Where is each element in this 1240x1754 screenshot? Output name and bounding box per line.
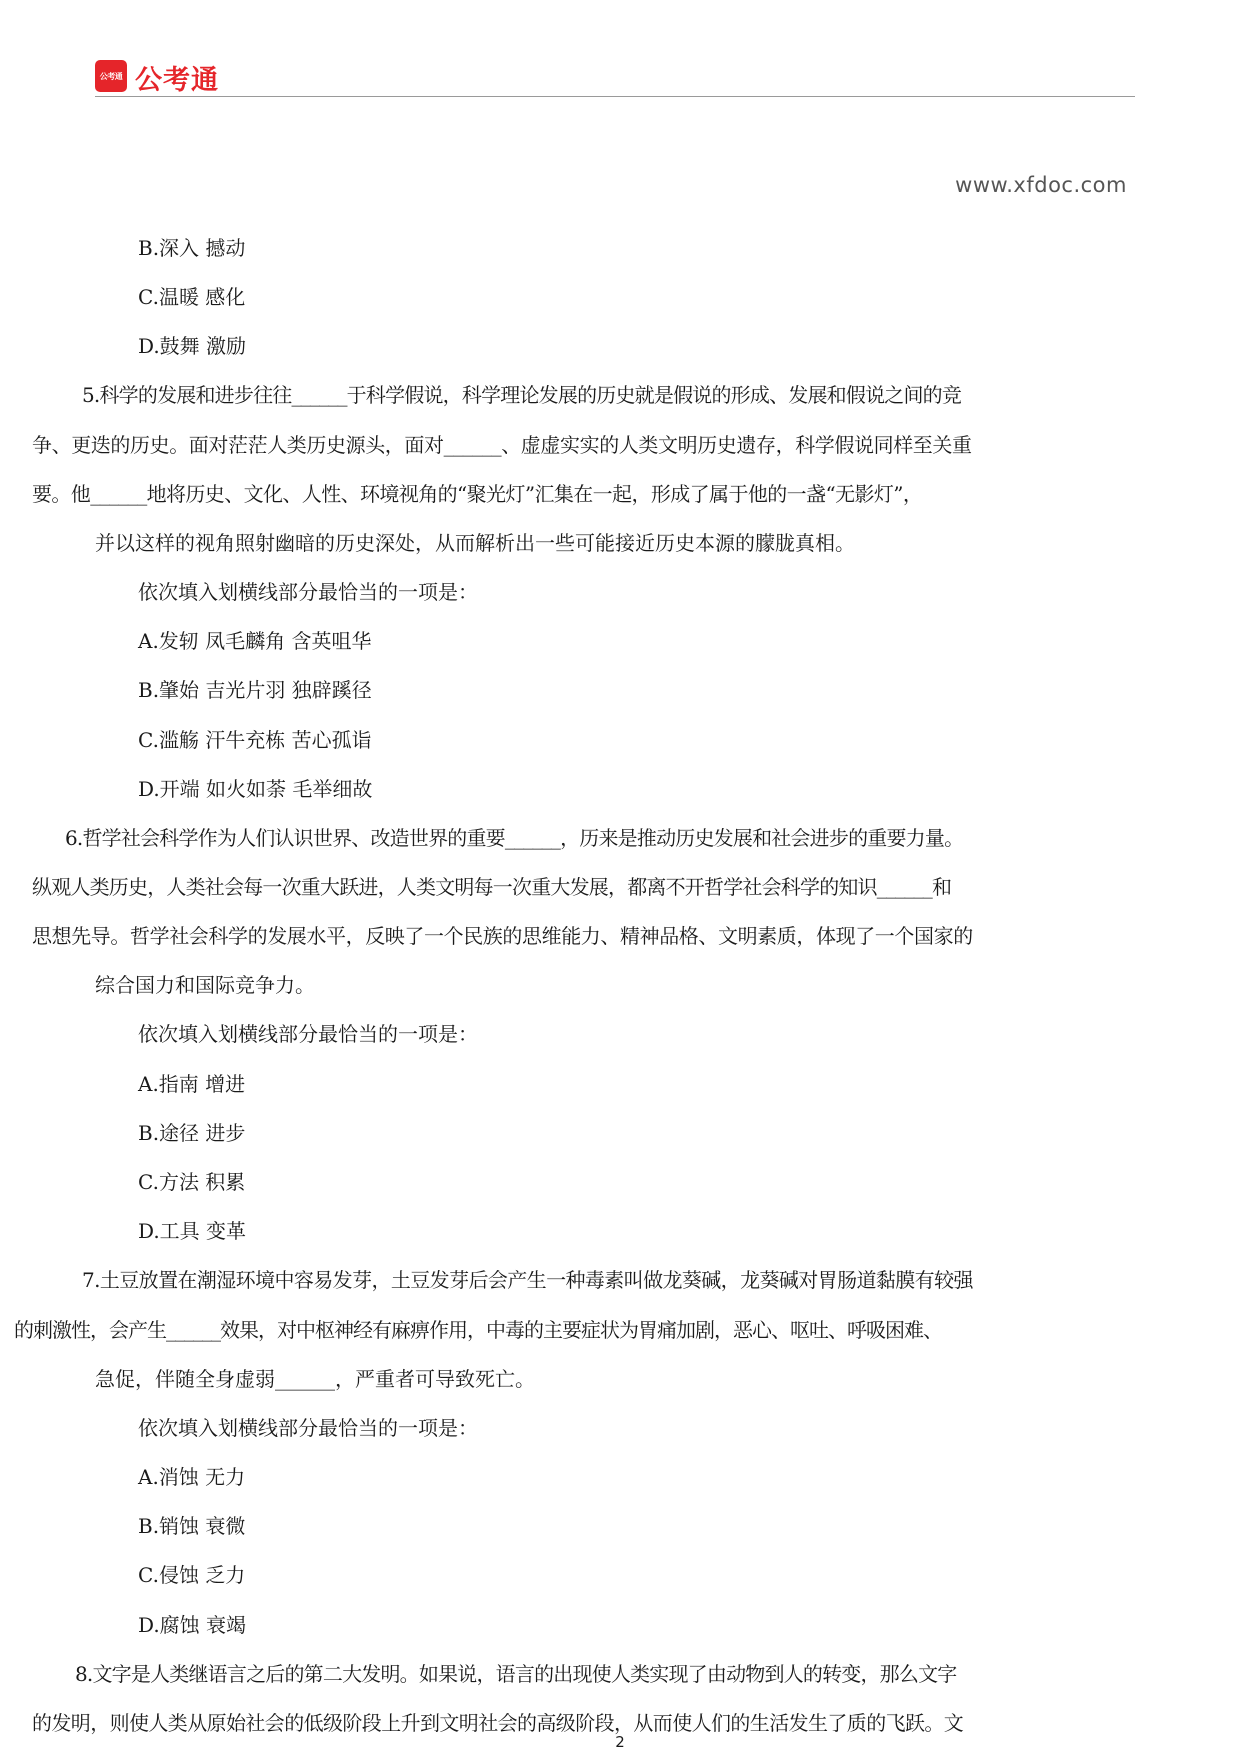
logo-text: 公考通 (135, 65, 219, 96)
question-line: 7.土豆放置在潮湿环境中容易发芽，土豆发芽后会产生一种毒素叫做龙葵碱，龙葵碱对胃肠道黏膜有较强 (82, 1268, 973, 1292)
option-line: C.侵蚀 乏力 (138, 1563, 246, 1587)
site-url: www.xfdoc.com (955, 173, 1127, 197)
logo-icon: 公考通 (95, 60, 127, 92)
question-line: 急促，伴随全身虚弱______，严重者可导致死亡。 (95, 1367, 535, 1391)
option-line: D.鼓舞 激励 (138, 334, 247, 358)
option-line: B.销蚀 衰微 (138, 1514, 246, 1538)
option-line: B.肇始 吉光片羽 独辟蹊径 (138, 678, 372, 702)
question-line: 思想先导。哲学社会科学的发展水平，反映了一个民族的思维能力、精神品格、文明素质，体现了一个国家的 (32, 924, 973, 948)
option-line: A.指南 增进 (138, 1072, 246, 1096)
question-line: 并以这样的视角照射幽暗的历史深处，从而解析出一些可能接近历史本源的朦胧真相。 (95, 531, 855, 555)
option-line: D.工具 变革 (138, 1219, 247, 1243)
question-line: 要。他______地将历史、文化、人性、环境视角的“聚光灯”汇集在一起，形成了属于他的一盏“无影灯”， (32, 482, 923, 506)
question-line: 纵观人类历史，人类社会每一次重大跃进，人类文明每一次重大发展，都离不开哲学社会科学的知识______和 (32, 875, 952, 899)
instruction-line: 依次填入划横线部分最恰当的一项是： (138, 1416, 478, 1440)
question-line: 综合国力和国际竞争力。 (95, 973, 315, 997)
instruction-line: 依次填入划横线部分最恰当的一项是： (138, 1022, 478, 1046)
option-line: A.发轫 凤毛麟角 含英咀华 (138, 629, 372, 653)
option-line: C.方法 积累 (138, 1170, 246, 1194)
page-number: 2 (615, 1733, 625, 1751)
instruction-line: 依次填入划横线部分最恰当的一项是： (138, 580, 478, 604)
option-line: D.腐蚀 衰竭 (138, 1613, 247, 1637)
option-line: D.开端 如火如荼 毛举细故 (138, 777, 373, 801)
option-line: C.滥觞 汗牛充栋 苦心孤诣 (138, 728, 372, 752)
option-line: C.温暖 感化 (138, 285, 246, 309)
question-line: 的发明，则使人类从原始社会的低级阶段上升到文明社会的高级阶段，从而使人们的生活发生了质的飞跃。文 (32, 1711, 964, 1735)
option-line: A.消蚀 无力 (138, 1465, 246, 1489)
question-line: 5.科学的发展和进步往往______于科学假说，科学理论发展的历史就是假说的形成、发展和假说之间的竞 (82, 383, 962, 407)
page-header (95, 58, 1135, 98)
question-line: 8.文字是人类继语言之后的第二大发明。如果说，语言的出现使人类实现了由动物到人的转变，那么文字 (75, 1662, 957, 1686)
question-line: 争、更迭的历史。面对茫茫人类历史源头，面对______、虚虚实实的人类文明历史遗存，科学假说同样至关重 (32, 433, 972, 457)
header-divider (95, 96, 1135, 97)
question-line: 6.哲学社会科学作为人们认识世界、改造世界的重要______，历来是推动历史发展和社会进步的重要力量。 (65, 826, 964, 850)
question-line: 的刺激性，会产生______效果，对中枢神经有麻痹作用，中毒的主要症状为胃痛加剧，恶心、呕吐、呼吸困难、 (14, 1318, 942, 1342)
option-line: B.深入 撼动 (138, 236, 246, 260)
option-line: B.途径 进步 (138, 1121, 246, 1145)
